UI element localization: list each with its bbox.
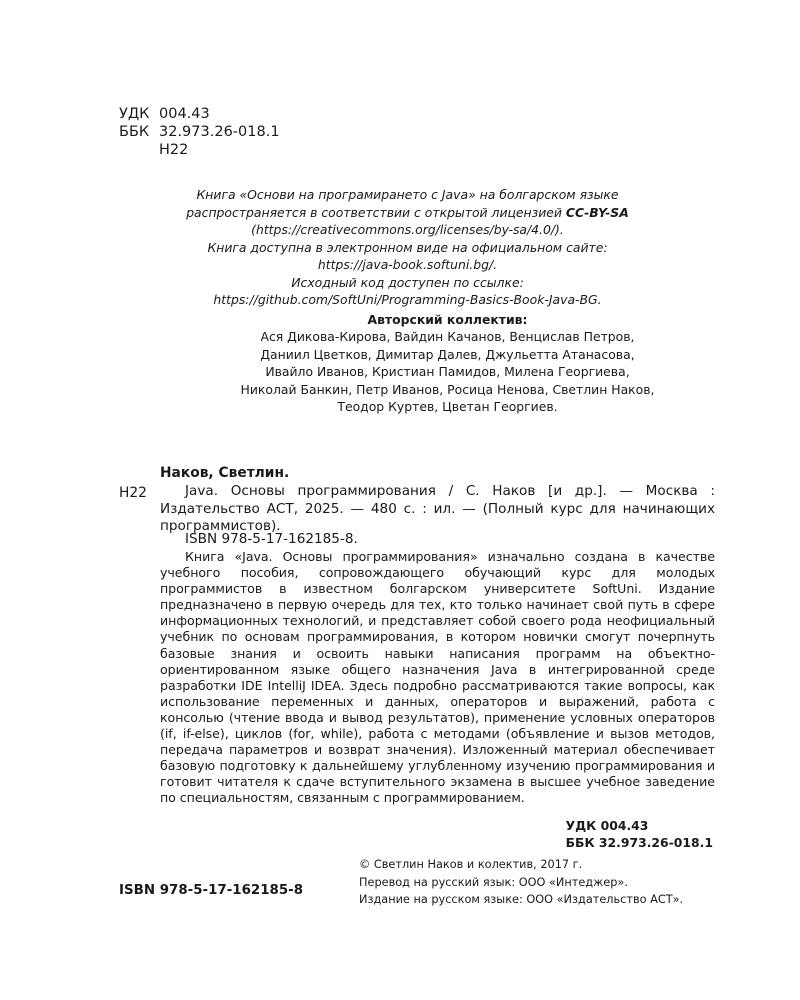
bbk-row xyxy=(119,123,280,141)
bbk-label: ББК xyxy=(119,124,150,140)
authors-line: Николай Банкин, Петр Иванов, Росица Ненова, Светлин Наков, xyxy=(240,381,655,397)
license-notice xyxy=(180,186,635,309)
udk-value: 004.43 xyxy=(159,106,210,122)
authors-line: Ася Дикова-Кирова, Вайдин Качанов, Венцислав Петров, xyxy=(260,329,635,345)
copyright-line: © Светлин Наков и колектив, 2017 г. xyxy=(359,858,583,871)
author-sign-side: Н22 xyxy=(119,485,147,501)
license-line: распространяется в соответствии с открытой лицензией CC-BY-SA xyxy=(186,204,629,220)
license-line: Книга «Основи на програмирането с Java» на болгарском языке xyxy=(196,187,619,202)
isbn-line: ISBN 978-5-17-162185-8. xyxy=(185,531,358,547)
isbn-bottom: ISBN 978-5-17-162185-8 xyxy=(119,883,304,898)
author-sign-row xyxy=(119,141,280,159)
translation-line: Перевод на русский язык: ООО «Интеджер». xyxy=(359,875,628,889)
authors-line: Теодор Куртев, Цветан Георгиев. xyxy=(337,399,558,415)
authors-heading: Авторский коллектив: xyxy=(367,312,528,327)
udk-label: УДК xyxy=(119,106,150,122)
main-entry: Наков, Светлин. xyxy=(160,465,290,481)
author-sign: Н22 xyxy=(159,142,189,158)
source-code-url: https://github.com/SoftUni/Programming-Basics-Book-Java-BG. xyxy=(213,292,602,307)
copyright-block xyxy=(359,856,683,909)
book-site-url: https://java-book.softuni.bg/. xyxy=(317,257,498,272)
license-line: Исходный код доступен по ссылке: xyxy=(291,274,524,290)
license-name: CC-BY-SA xyxy=(565,204,629,220)
udk-row xyxy=(119,105,280,123)
bibliographic-description xyxy=(160,483,715,536)
authors-line: Даниил Цветков, Димитар Далев, Джульетта Атанасова, xyxy=(260,346,635,362)
bbk-value: 32.973.26-018.1 xyxy=(159,124,280,140)
license-url: (https://creativecommons.org/licenses/by-sa/4.0/). xyxy=(251,222,564,237)
publisher-line: Издание на русском языке: ООО «Издательство АСТ». xyxy=(359,893,684,906)
classification-block xyxy=(119,105,280,159)
udk-bottom: УДК 004.43 xyxy=(565,818,649,833)
bbk-bottom: ББК 32.973.26-018.1 xyxy=(565,835,713,850)
description-text: Java. Основы программирования / С. Наков [и др.]. — Москва : Издательство АСТ, 2025. — 480 с. : ил. — (Полный курс для начинающих программистов). xyxy=(160,483,715,534)
authors-block xyxy=(200,311,695,415)
authors-line: Ивайло Иванов, Кристиан Памидов, Милена Георгиева, xyxy=(265,364,630,380)
bottom-codes xyxy=(566,817,713,851)
abstract-text: Книга «Java. Основы программирования» изначально создана в качестве учебного пособия, сопровождающего обучающий курс для молодых программистов в известном болгарском университете SoftUni. Издание предназначено в первую очередь для тех, кто только начинает свой путь в сфере информационных технологий, и представляет собой своего рода неофициальный учебник по основам программирования, в котором новички смогут почерпнуть базовые знания и освоить навыки написания программ на объектно-ориентированном языке общего назначения Java в интегрированной среде разработки IDE IntelliJ IDEA. Здесь подробно рассматриваются такие вопросы, как использование переменных и данных, операторов и выражений, работа с консолью (чтение ввода и вывод результатов), применение условных операторов (if, if-else), циклов (for, while), работа с методами (объявление и вызов методов, передача параметров и возврат значения). Изложенный материал обеспечивает базовую подготовку к дальнейшему углубленному изучению программирования и готовит читателя к сдаче вступительного экзамена в высшее учебное заведение по специальностям, связанным с программированием. xyxy=(160,549,715,806)
license-line: Книга доступна в электронном виде на официальном сайте: xyxy=(207,239,608,255)
